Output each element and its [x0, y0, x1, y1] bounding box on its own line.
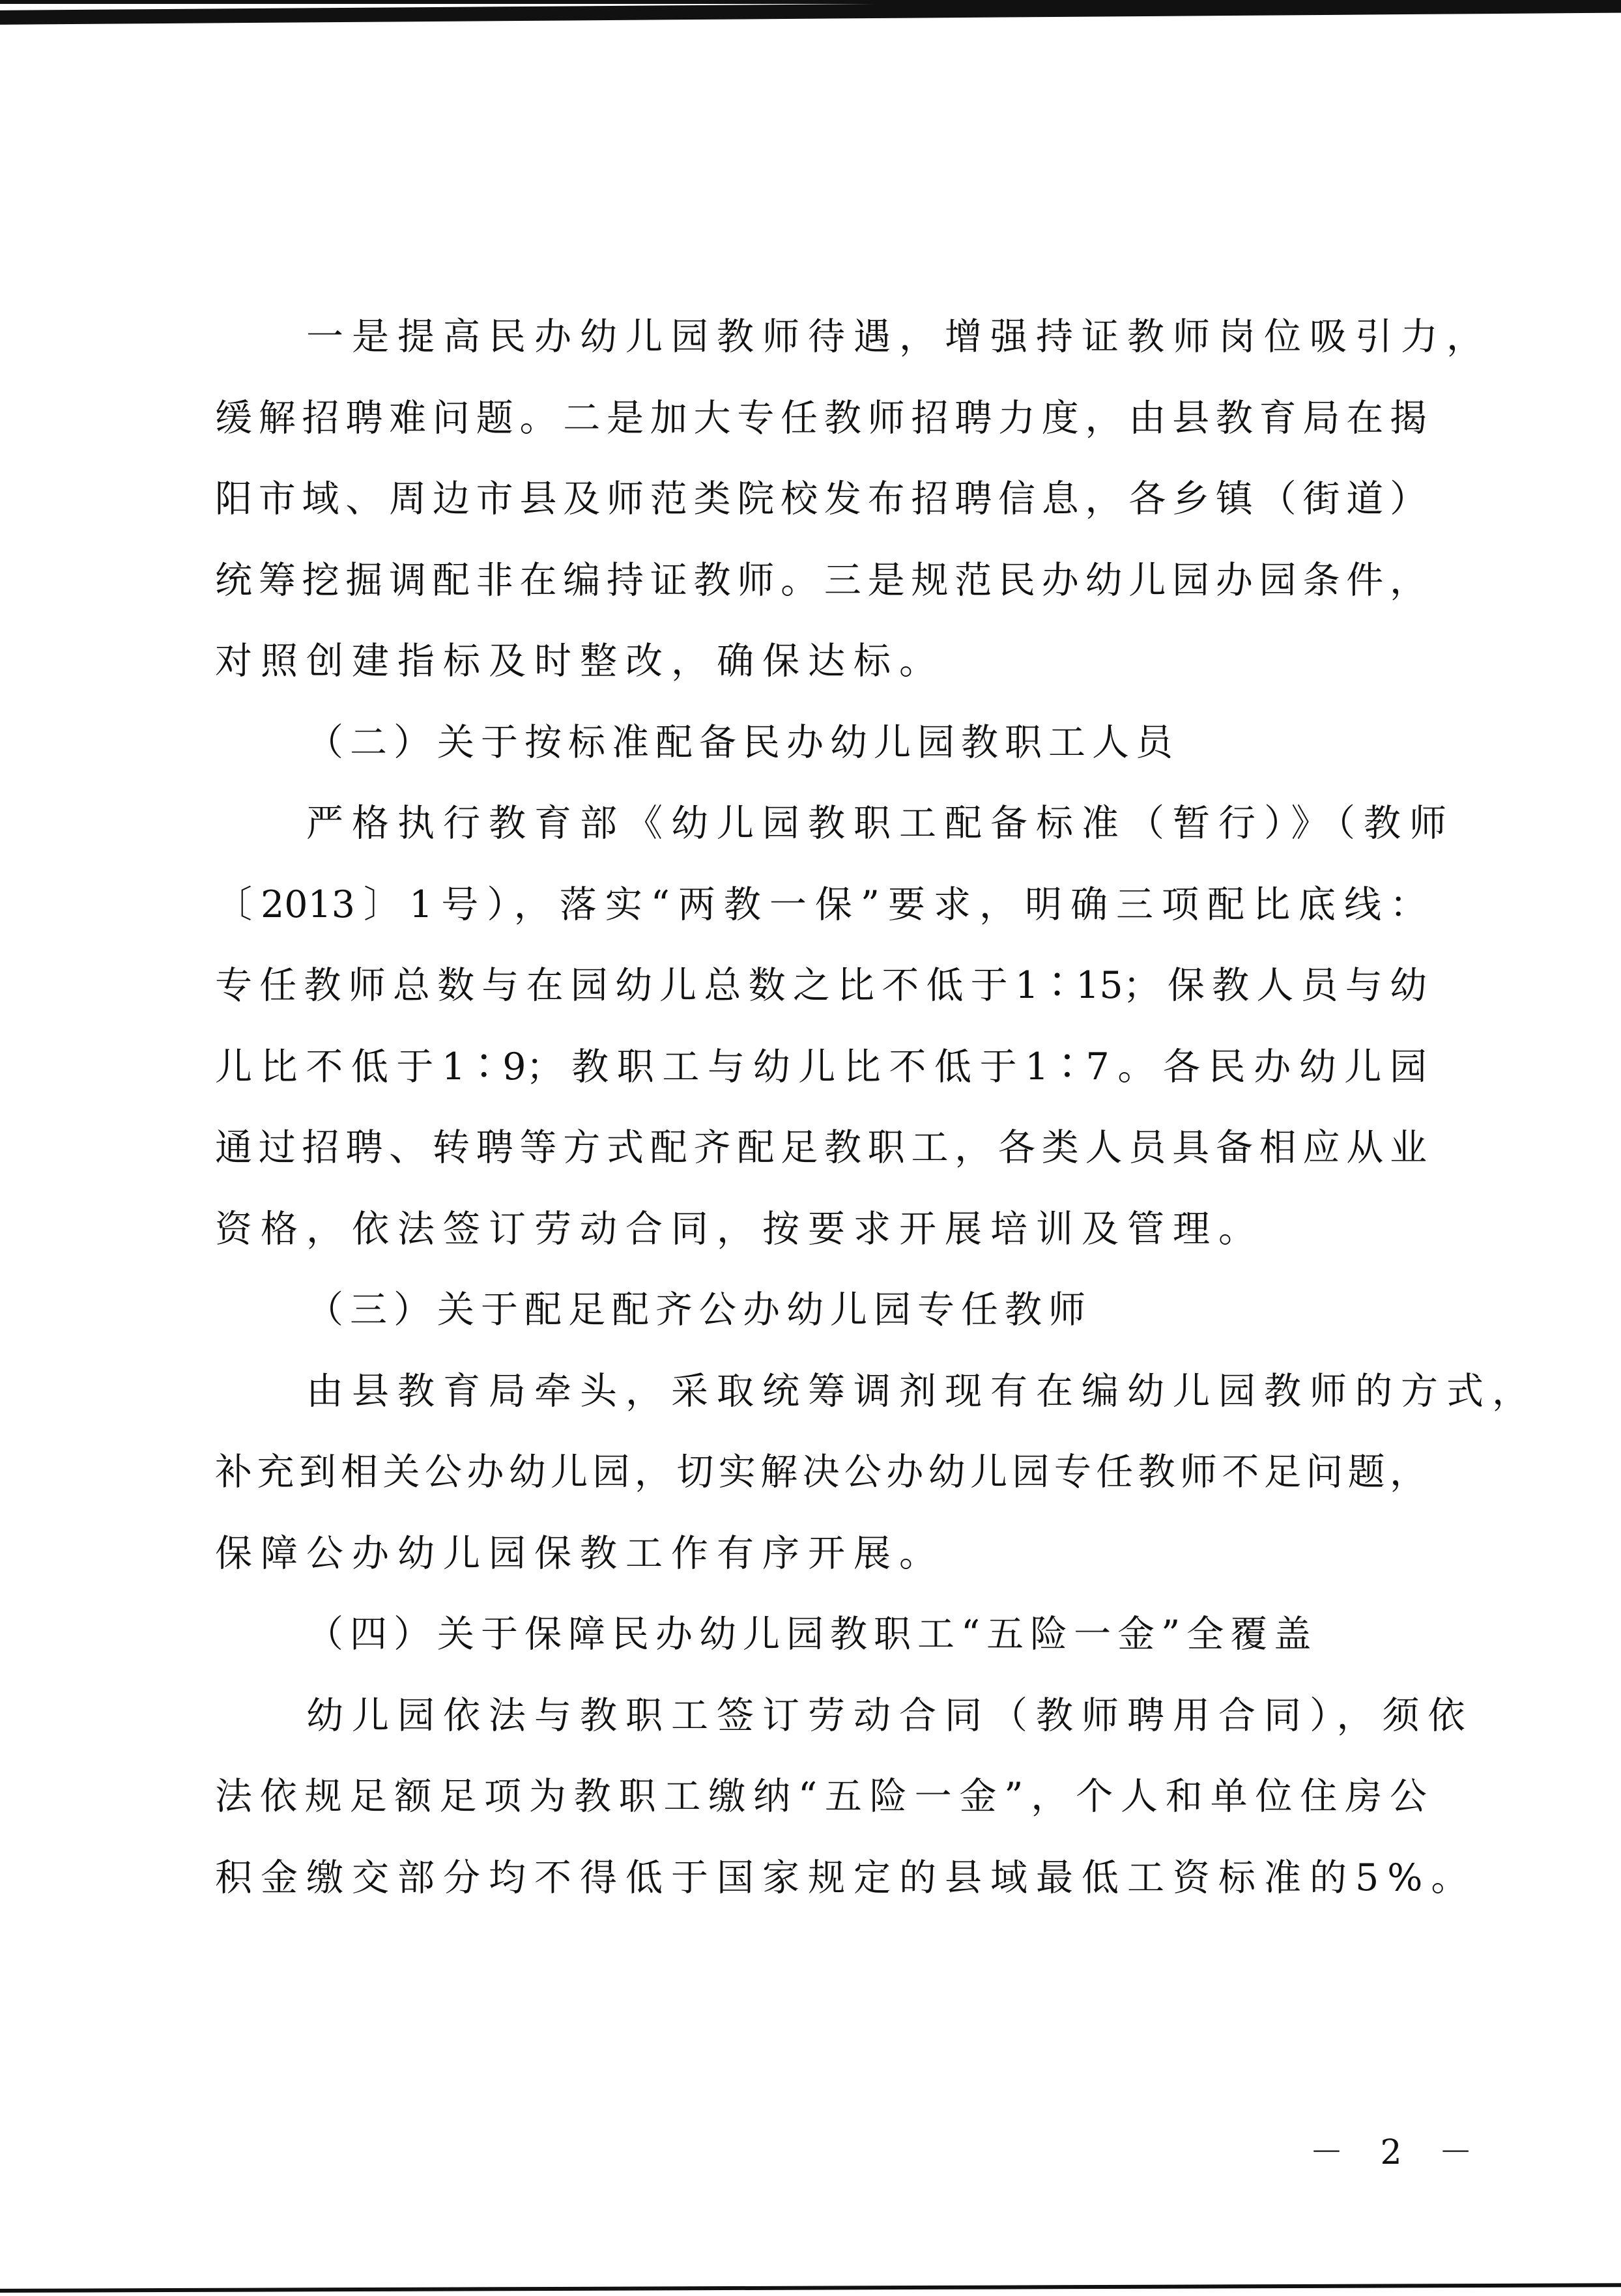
paragraph-line: 专任教师总数与在园幼儿总数之比不低于1∶15；保教人员与幼	[215, 964, 1427, 1007]
paragraph-line: 补充到相关公办幼儿园，切实解决公办幼儿园专任教师不足问题，	[215, 1451, 1427, 1494]
paragraph-line: 缓解招聘难问题。二是加大专任教师招聘力度，由县教育局在揭	[215, 396, 1427, 440]
paragraph-line: 幼儿园依法与教职工签订劳动合同（教师聘用合同），须依	[306, 1694, 1474, 1737]
section-heading-2: （二）关于按标准配备民办幼儿园教职工人员	[306, 720, 1179, 764]
section-heading-3: （三）关于配足配齐公办幼儿园专任教师	[306, 1288, 1092, 1331]
paragraph-line: 〔2013〕1号），落实“两教一保”要求，明确三项配比底线：	[215, 883, 1427, 926]
paragraph-line: 保障公办幼儿园保教工作有序开展。	[215, 1531, 945, 1575]
paragraph-line: 一是提高民办幼儿园教师待遇，增强持证教师岗位吸引力，	[306, 315, 1492, 358]
paragraph-line: 资格，依法签订劳动合同，按要求开展培训及管理。	[215, 1207, 1264, 1251]
scan-edge-bottom	[0, 2283, 1621, 2293]
section-heading-4: （四）关于保障民办幼儿园教职工“五险一金”全覆盖	[306, 1613, 1318, 1656]
paragraph-line: 积金缴交部分均不得低于国家规定的县域最低工资标准的5%。	[215, 1856, 1477, 1899]
paragraph-line: 由县教育局牵头，采取统筹调剂现有在编幼儿园教师的方式，	[306, 1369, 1538, 1413]
paragraph-line: 阳市域、周边市县及师范类院校发布招聘信息，各乡镇（街道）	[215, 477, 1427, 520]
paragraph-line: 儿比不低于1∶9；教职工与幼儿比不低于1∶7。各民办幼儿园	[215, 1045, 1427, 1088]
paragraph-line: 法依规足额足项为教职工缴纳“五险一金”，个人和单位住房公	[215, 1775, 1427, 1818]
paragraph-line: 通过招聘、转聘等方式配齐配足教职工，各类人员具备相应从业	[215, 1126, 1427, 1169]
document-body	[215, 296, 1538, 1918]
paragraph-line: 对照创建指标及时整改，确保达标。	[215, 640, 945, 683]
paragraph-line: 统筹挖掘调配非在编持证教师。三是规范民办幼儿园办园条件，	[215, 558, 1427, 602]
page-number: － 2 －	[1310, 2133, 1486, 2172]
paragraph-line: 严格执行教育部《幼儿园教职工配备标准（暂行）》（教师	[306, 802, 1455, 845]
